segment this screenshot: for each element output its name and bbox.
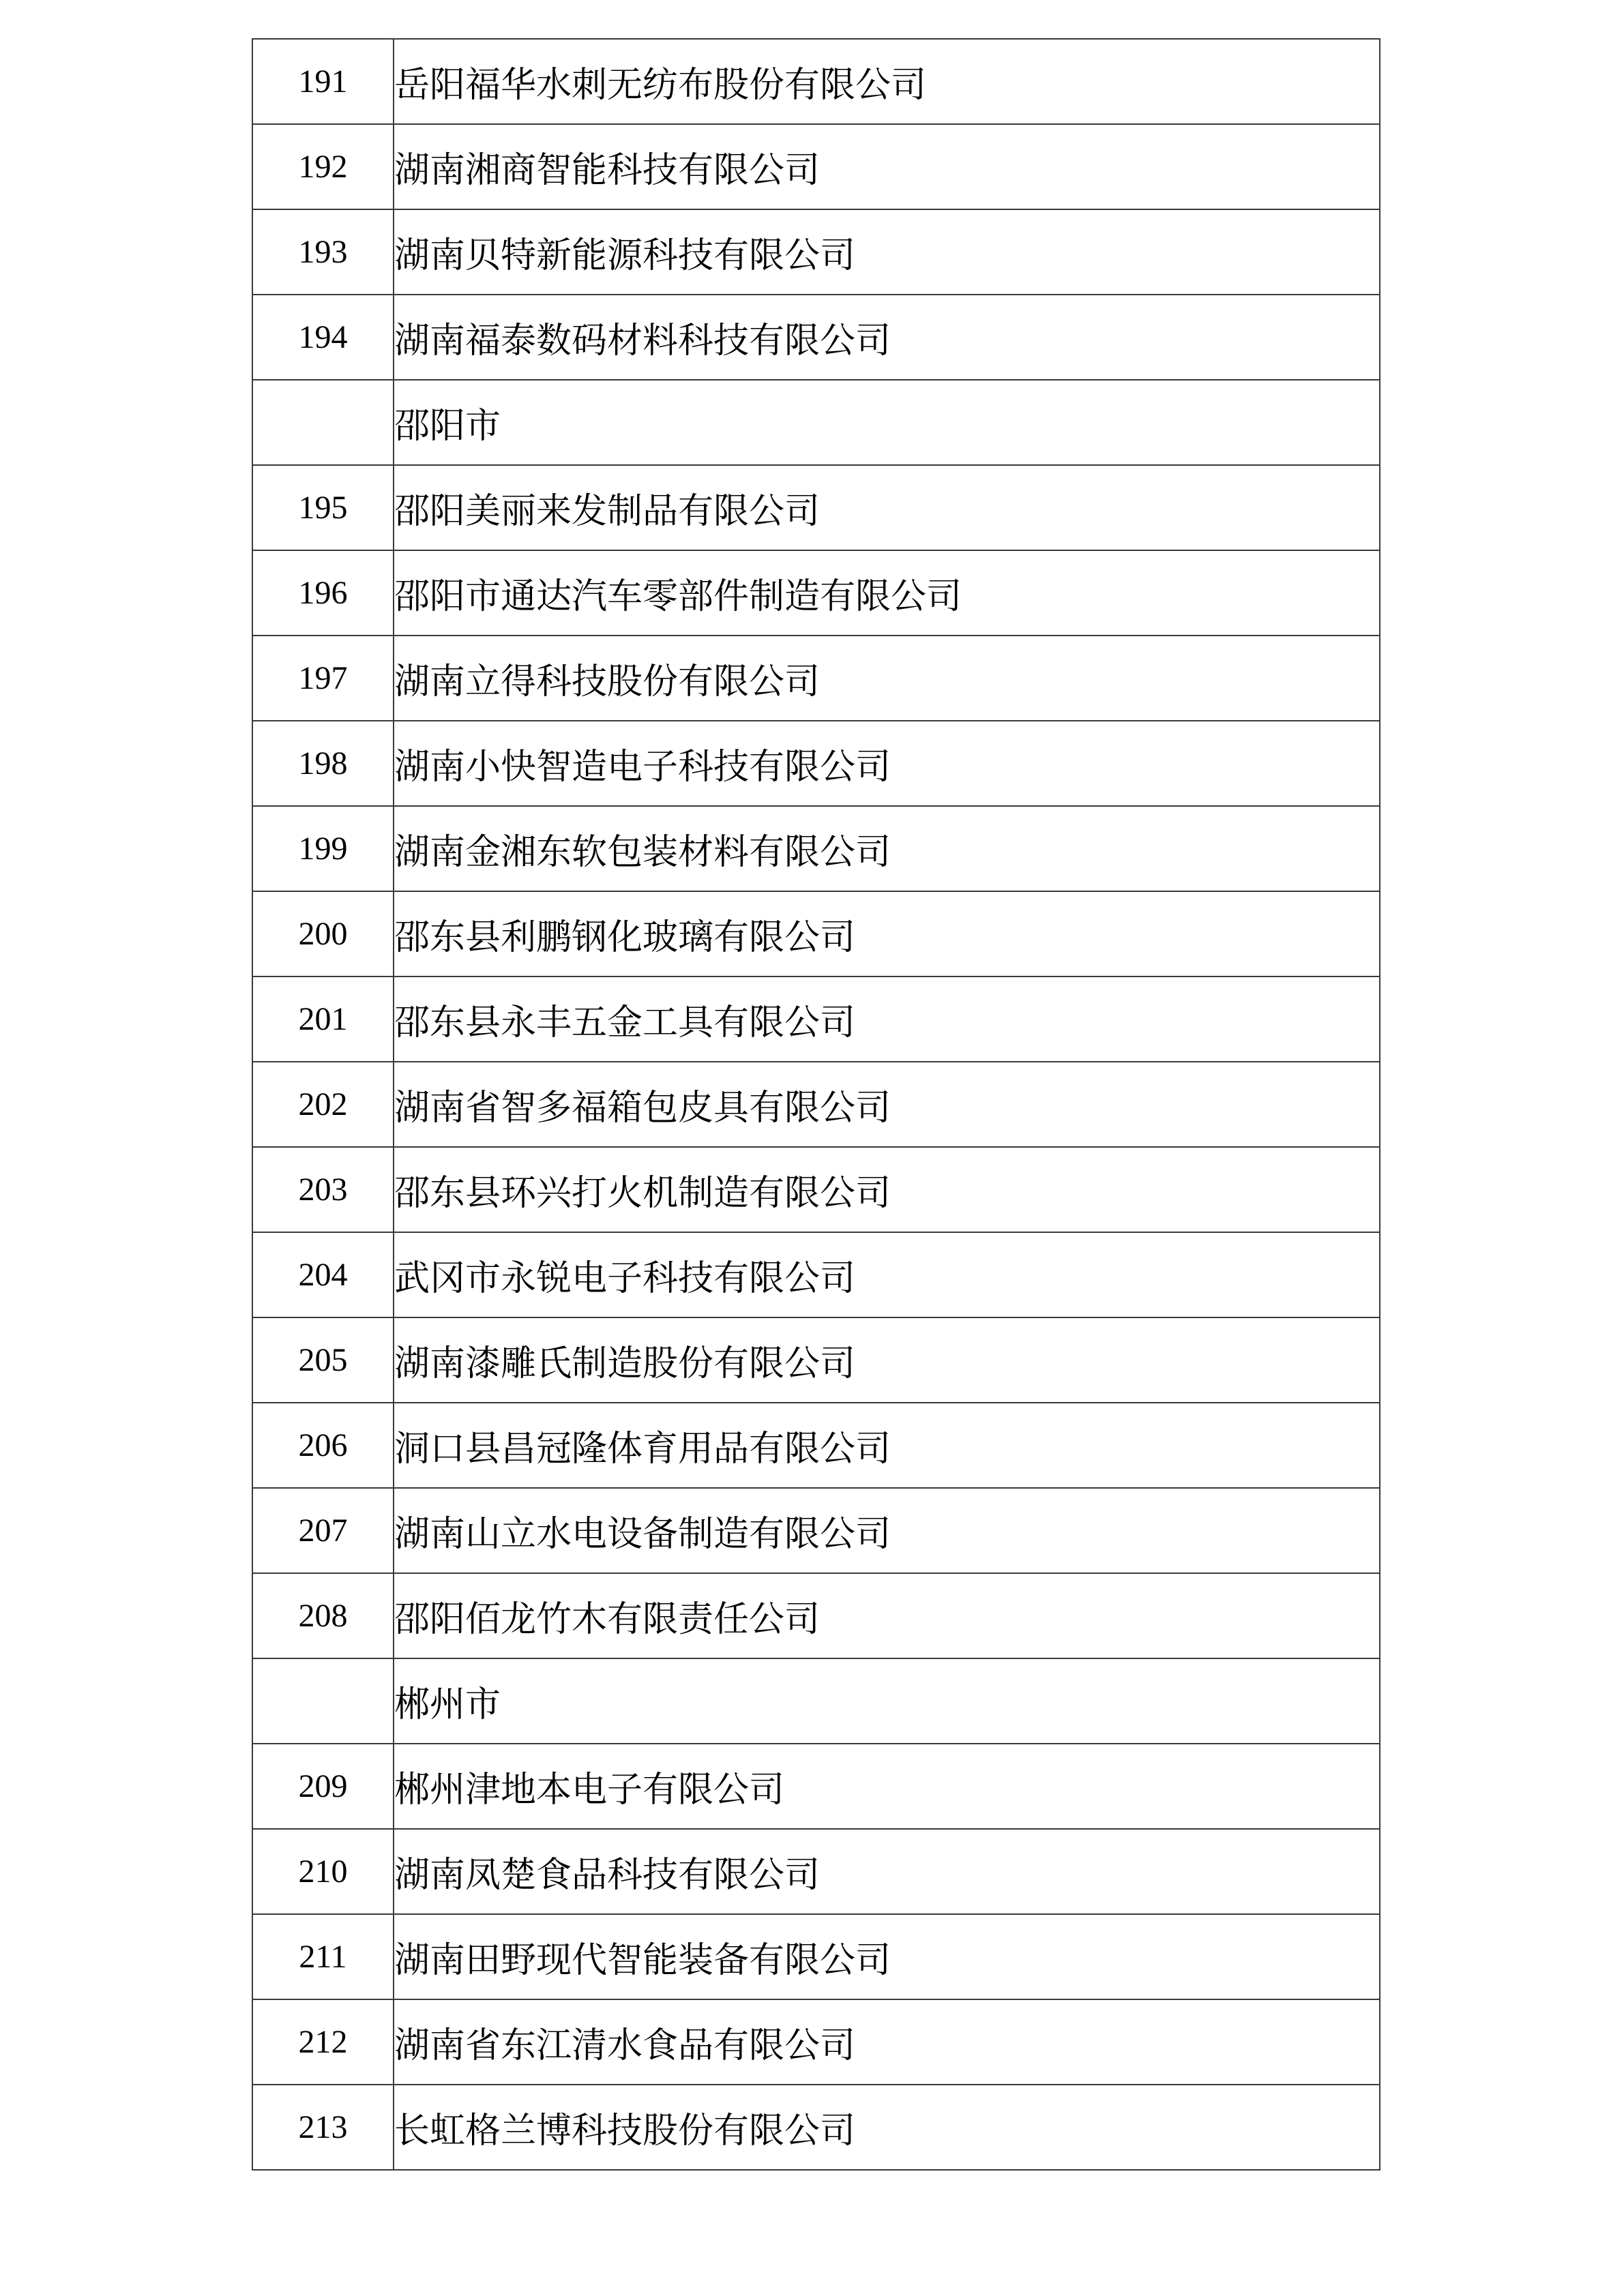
company-list-table [252, 38, 1381, 2171]
table-row [252, 1829, 1380, 1914]
row-number [252, 380, 394, 465]
row-number: 206 [252, 1403, 394, 1488]
row-number: 196 [252, 550, 394, 636]
section-row [252, 1658, 1380, 1744]
table-row [252, 1573, 1380, 1658]
row-number: 201 [252, 976, 394, 1062]
table-row [252, 550, 1380, 636]
row-number: 195 [252, 465, 394, 550]
table-row [252, 1914, 1380, 1999]
company-name: 邵东县永丰五金工具有限公司 [394, 976, 1380, 1062]
table-row [252, 1403, 1380, 1488]
table-row [252, 1232, 1380, 1317]
company-name: 洞口县昌冠隆体育用品有限公司 [394, 1403, 1380, 1488]
table-row [252, 891, 1380, 976]
company-name: 湖南贝特新能源科技有限公司 [394, 209, 1380, 295]
company-name: 湖南漆雕氏制造股份有限公司 [394, 1317, 1380, 1403]
row-number: 203 [252, 1147, 394, 1232]
row-number: 204 [252, 1232, 394, 1317]
table-row [252, 209, 1380, 295]
company-name: 郴州津地本电子有限公司 [394, 1744, 1380, 1829]
company-name: 武冈市永锐电子科技有限公司 [394, 1232, 1380, 1317]
row-number [252, 1658, 394, 1744]
row-number: 192 [252, 124, 394, 209]
row-number: 200 [252, 891, 394, 976]
company-name: 湖南福泰数码材料科技有限公司 [394, 295, 1380, 380]
row-number: 212 [252, 1999, 394, 2085]
table-row [252, 976, 1380, 1062]
table-row [252, 1062, 1380, 1147]
company-name: 邵东县利鹏钢化玻璃有限公司 [394, 891, 1380, 976]
row-number: 202 [252, 1062, 394, 1147]
table-row [252, 806, 1380, 891]
company-name: 岳阳福华水刺无纺布股份有限公司 [394, 39, 1380, 124]
company-name: 湖南凤楚食品科技有限公司 [394, 1829, 1380, 1914]
company-name: 邵阳美丽来发制品有限公司 [394, 465, 1380, 550]
company-name: 湖南金湘东软包装材料有限公司 [394, 806, 1380, 891]
company-name: 湖南田野现代智能装备有限公司 [394, 1914, 1380, 1999]
row-number: 191 [252, 39, 394, 124]
row-number: 209 [252, 1744, 394, 1829]
table-row [252, 1147, 1380, 1232]
row-number: 197 [252, 636, 394, 721]
company-name: 湖南省智多福箱包皮具有限公司 [394, 1062, 1380, 1147]
company-name: 湖南小快智造电子科技有限公司 [394, 721, 1380, 806]
row-number: 194 [252, 295, 394, 380]
table-row [252, 1744, 1380, 1829]
table-row [252, 1488, 1380, 1573]
row-number: 205 [252, 1317, 394, 1403]
city-heading: 郴州市 [394, 1658, 1380, 1744]
table-row [252, 124, 1380, 209]
table-row [252, 636, 1380, 721]
company-name: 湖南立得科技股份有限公司 [394, 636, 1380, 721]
city-heading: 邵阳市 [394, 380, 1380, 465]
table-row [252, 1999, 1380, 2085]
row-number: 210 [252, 1829, 394, 1914]
section-row [252, 380, 1380, 465]
row-number: 193 [252, 209, 394, 295]
row-number: 208 [252, 1573, 394, 1658]
company-name: 湖南山立水电设备制造有限公司 [394, 1488, 1380, 1573]
company-name: 湖南湘商智能科技有限公司 [394, 124, 1380, 209]
table-row [252, 295, 1380, 380]
table-row [252, 39, 1380, 124]
table-row [252, 2085, 1380, 2170]
row-number: 213 [252, 2085, 394, 2170]
company-name: 邵东县环兴打火机制造有限公司 [394, 1147, 1380, 1232]
table-row [252, 465, 1380, 550]
company-name: 邵阳佰龙竹木有限责任公司 [394, 1573, 1380, 1658]
table-row [252, 721, 1380, 806]
row-number: 211 [252, 1914, 394, 1999]
company-name: 湖南省东江清水食品有限公司 [394, 1999, 1380, 2085]
row-number: 199 [252, 806, 394, 891]
row-number: 198 [252, 721, 394, 806]
row-number: 207 [252, 1488, 394, 1573]
company-name: 长虹格兰博科技股份有限公司 [394, 2085, 1380, 2170]
table-row [252, 1317, 1380, 1403]
company-name: 邵阳市通达汽车零部件制造有限公司 [394, 550, 1380, 636]
